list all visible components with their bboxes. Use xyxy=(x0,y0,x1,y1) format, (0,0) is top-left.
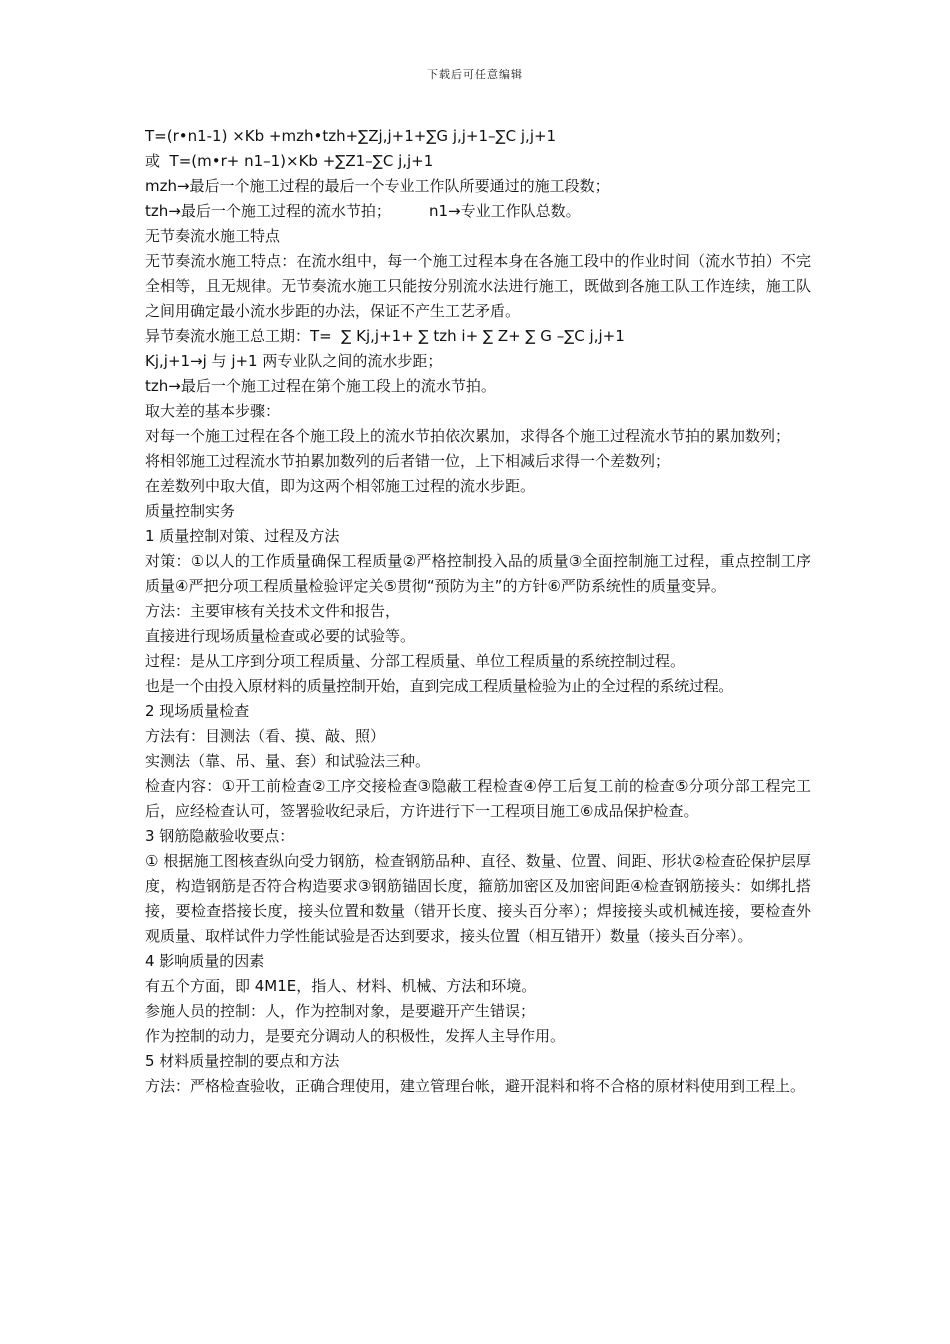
paragraph-take-max: 在差数列中取大值，即为这两个相邻施工过程的流水步距。 xyxy=(145,477,536,495)
paragraph-check-content: 检查内容：①开工前检查②工序交接检查③隐蔽工程检查④停工后复工前的检查⑤分项分部工程完工后，应经检查认可，签署验收纪录后，方许进行下一工程项目施工⑥成品保护检查。 xyxy=(145,777,811,820)
paragraph-measure-method: 实测法（靠、吊、量、套）和试验法三种。 xyxy=(145,752,431,770)
heading-section-5: 5 材料质量控制的要点和方法 xyxy=(145,1052,340,1070)
formula-alternative: 或 T=(m•r+ n1–1)×Kb +∑Z1–∑C j,j+1 xyxy=(145,152,434,170)
heading-max-difference: 取大差的基本步骤： xyxy=(145,402,281,420)
paragraph-direct-check: 直接进行现场质量检查或必要的试验等。 xyxy=(145,627,416,645)
paragraph-countermeasures: 对策：①以人的工作质量确保工程质量②严格控制投入品的质量③全面控制施工过程，重点控制工序质量④严把分项工程质量检验评定关⑤贯彻“预防为主”的方针⑥严防系统性的质量变异。 xyxy=(145,552,811,595)
page-header: 下载后可任意编辑 xyxy=(427,68,523,81)
formula-different-rhythm: 异节奏流水施工总工期：T= ∑ Kj,j+1+ ∑ tzh i+ ∑ Z+ ∑ G –∑C j,j+1 xyxy=(145,327,625,345)
paragraph-subtract: 将相邻施工过程流水节拍累加数列的后者错一位，上下相减后求得一个差数列； xyxy=(145,452,671,470)
heading-section-4: 4 影响质量的因素 xyxy=(145,952,265,970)
definition-tzh-n1: tzh→最后一个施工过程的流水节拍； n1→专业工作队总数。 xyxy=(145,202,581,220)
definition-mzh: mzh→最后一个施工过程的最后一个专业工作队所要通过的施工段数； xyxy=(145,177,610,195)
paragraph-motivation: 作为控制的动力，是要充分调动人的积极性，发挥人主导作用。 xyxy=(145,1027,566,1045)
paragraph-material-method: 方法：严格检查验收，正确合理使用，建立管理台帐，避开混料和将不合格的原材料使用到工程上。 xyxy=(145,1077,806,1095)
heading-section-3: 3 钢筋隐蔽验收要点： xyxy=(145,827,295,845)
paragraph-visual-method: 方法有：目测法（看、摸、敲、照） xyxy=(145,727,386,745)
paragraph-process: 过程：是从工序到分项工程质量、分部工程质量、单位工程质量的系统控制过程。 xyxy=(145,652,686,670)
formula-total-duration: T=(r•n1-1) ×Kb +mzh•tzh+∑Zj,j+1+∑G j,j+1–∑C j,j+1 xyxy=(145,127,557,145)
paragraph-accumulate: 对每一个施工过程在各个施工段上的流水节拍依次累加，求得各个施工过程流水节拍的累加数列； xyxy=(145,427,791,445)
document-body xyxy=(145,124,811,1099)
paragraph-personnel-control: 参施人员的控制：人，作为控制对象，是要避开产生错误； xyxy=(145,1002,536,1020)
definition-tzh-last: tzh→最后一个施工过程在第个施工段上的流水节拍。 xyxy=(145,377,496,395)
paragraph-nonrhythmic-features: 无节奏流水施工特点：在流水组中，每一个施工过程本身在各施工段中的作业时间（流水节拍）不完全相等，且无规律。无节奏流水施工只能按分别流水法进行施工，既做到各施工队工作连续，施工队之间用确定最小流水步距的办法，保证不产生工艺矛盾。 xyxy=(145,252,811,320)
paragraph-methods: 方法：主要审核有关技术文件和报告， xyxy=(145,602,401,620)
heading-section-1: 1 质量控制对策、过程及方法 xyxy=(145,527,340,545)
section-heading-nonrhythmic: 无节奏流水施工特点 xyxy=(145,227,281,245)
heading-section-2: 2 现场质量检查 xyxy=(145,702,250,720)
paragraph-five-factors: 有五个方面，即 4M1E，指人、材料、机械、方法和环境。 xyxy=(145,977,537,995)
paragraph-rebar-points: ① 根据施工图核查纵向受力钢筋，检查钢筋品种、直径、数量、位置、间距、形状②检查砼保护层厚度，构造钢筋是否符合构造要求③钢筋锚固长度，箍筋加密区及加密间距④检查钢筋接头：如绑扎搭接，要检查搭接长度，接头位置和数量（错开长度、接头百分率）；焊接接头或机械连接，要检查外观质量、取样试件力学性能试验是否达到要求，接头位置（相互错开）数量（接头百分率）。 xyxy=(145,852,811,945)
definition-kj: Kj,j+1→j 与 j+1 两专业队之间的流水步距； xyxy=(145,352,443,370)
heading-quality-control: 质量控制实务 xyxy=(145,502,236,520)
paragraph-whole-process: 也是一个由投入原材料的质量控制开始，直到完成工程质量检验为止的全过程的系统过程。 xyxy=(145,677,734,695)
